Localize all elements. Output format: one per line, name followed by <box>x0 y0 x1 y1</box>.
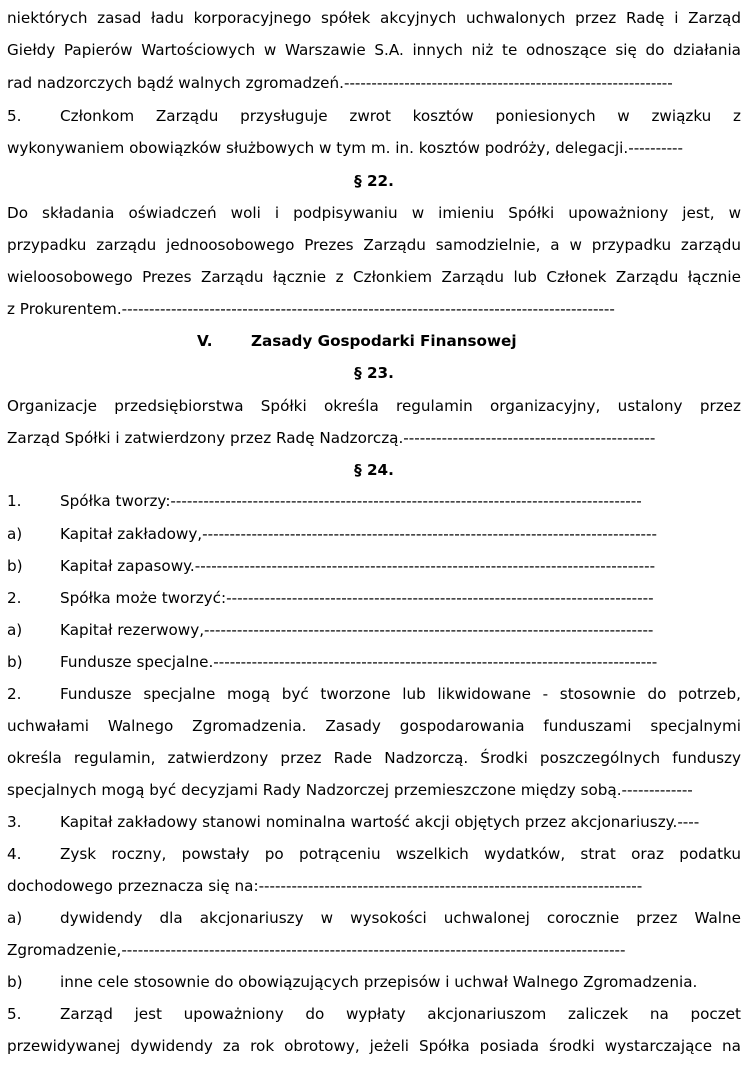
list-item-3 <box>7 810 741 834</box>
text-line: specjalnych mogą być decyzjami Rady Nadzorczej przemieszczone między sobą.------------- <box>7 781 693 799</box>
text-line: wieloosobowego Prezes Zarządu łącznie z Członkiem Zarządu lub Członek Zarządu łącznie <box>7 268 741 286</box>
item-marker: a) <box>7 909 23 927</box>
item-marker: 4. <box>7 845 22 863</box>
item-text: dywidendy dla akcjonariuszy w wysokości uchwalonej corocznie przez Walne <box>60 909 741 927</box>
text-line: wykonywaniem obowiązków służbowych w tym m. in. kosztów podróży, delegacji.---------- <box>7 139 684 157</box>
list-item-a <box>7 522 741 546</box>
section-number: V. <box>197 332 213 350</box>
item-text: Zarząd jest upoważniony do wypłaty akcjonariuszom zaliczek na poczet <box>60 1005 741 1023</box>
item-text: Kapitał zapasowy.------------------------------------------------------------------------------------ <box>60 557 656 575</box>
text-line: dochodowego przeznacza się na:---------------------------------------------------------------------- <box>7 877 643 895</box>
text-line: Giełdy Papierów Wartościowych w Warszawie S.A. innych niż te odnoszące się do działania <box>7 41 741 59</box>
text-line: Zarząd Spółki i zatwierdzony przez Radę Nadzorczą.---------------------------------------------- <box>7 429 656 447</box>
item-text: Zysk roczny, powstały po potrąceniu wszelkich wydatków, strat oraz podatku <box>60 845 741 863</box>
list-item-b <box>7 650 741 674</box>
list-item-1 <box>7 489 741 513</box>
text-line: przypadku zarządu jednoosobowego Prezes Zarządu samodzielnie, a w przypadku zarządu <box>7 236 741 254</box>
list-item-5 <box>7 1002 741 1026</box>
item-text: Fundusze specjalne.--------------------------------------------------------------------------------- <box>60 653 658 671</box>
list-item-a <box>7 618 741 642</box>
text-line: Organizacje przedsiębiorstwa Spółki określa regulamin organizacyjny, ustalony przez <box>7 397 741 415</box>
item-marker: 5. <box>7 107 22 125</box>
item-marker: b) <box>7 557 23 575</box>
text-line: Zgromadzenie,-------------------------------------------------------------------------------------------- <box>7 941 626 959</box>
section-title: Zasady Gospodarki Finansowej <box>251 332 517 350</box>
item-text: Spółka może tworzyć:------------------------------------------------------------------------------ <box>60 589 654 607</box>
item-text: Fundusze specjalne mogą być tworzone lub likwidowane - stosownie do potrzeb, <box>60 685 741 703</box>
paragraph-23-heading: § 23. <box>354 364 394 382</box>
text-line: uchwałami Walnego Zgromadzenia. Zasady gospodarowania funduszami specjalnymi <box>7 717 741 735</box>
item-marker: 1. <box>7 492 22 510</box>
item-marker: a) <box>7 525 23 543</box>
item-marker: a) <box>7 621 23 639</box>
item-text: Kapitał zakładowy,----------------------------------------------------------------------------------- <box>60 525 657 543</box>
list-item-b <box>7 554 741 578</box>
section-heading <box>0 329 755 353</box>
text-line: niektórych zasad ładu korporacyjnego spółek akcyjnych uchwalonych przez Radę i Zarząd <box>7 9 741 27</box>
item-text: Kapitał rezerwowy,---------------------------------------------------------------------------------- <box>60 621 654 639</box>
paragraph-22-heading: § 22. <box>354 172 394 190</box>
list-item-b <box>7 970 741 994</box>
item-marker: 2. <box>7 685 22 703</box>
list-item-a <box>7 906 741 930</box>
list-item-2 <box>7 586 741 610</box>
text-line: przewidywanej dywidendy za rok obrotowy, jeżeli Spółka posiada środki wystarczające na <box>7 1037 741 1055</box>
text-line: określa regulamin, zatwierdzony przez Rade Nadzorczą. Środki poszczególnych funduszy <box>7 749 741 767</box>
list-item-5 <box>7 104 741 128</box>
item-marker: b) <box>7 973 23 991</box>
item-text: Członkom Zarządu przysługuje zwrot kosztów poniesionych w związku z <box>60 107 741 125</box>
text-line: rad nadzorczych bądź walnych zgromadzeń.------------------------------------------------------------ <box>7 74 673 92</box>
list-item-2 <box>7 682 741 706</box>
item-marker: 3. <box>7 813 22 831</box>
item-marker: 2. <box>7 589 22 607</box>
text-line: Do składania oświadczeń woli i podpisywaniu w imieniu Spółki upoważniony jest, w <box>7 204 741 222</box>
item-marker: b) <box>7 653 23 671</box>
paragraph-24-heading: § 24. <box>354 461 394 479</box>
item-text: Spółka tworzy:-------------------------------------------------------------------------------------- <box>60 492 642 510</box>
text-line: z Prokurentem.------------------------------------------------------------------------------------------ <box>7 300 615 318</box>
item-text: inne cele stosownie do obowiązujących przepisów i uchwał Walnego Zgromadzenia. <box>60 973 698 991</box>
item-marker: 5. <box>7 1005 22 1023</box>
list-item-4 <box>7 842 741 866</box>
item-text: Kapitał zakładowy stanowi nominalna wartość akcji objętych przez akcjonariuszy.---- <box>60 813 700 831</box>
